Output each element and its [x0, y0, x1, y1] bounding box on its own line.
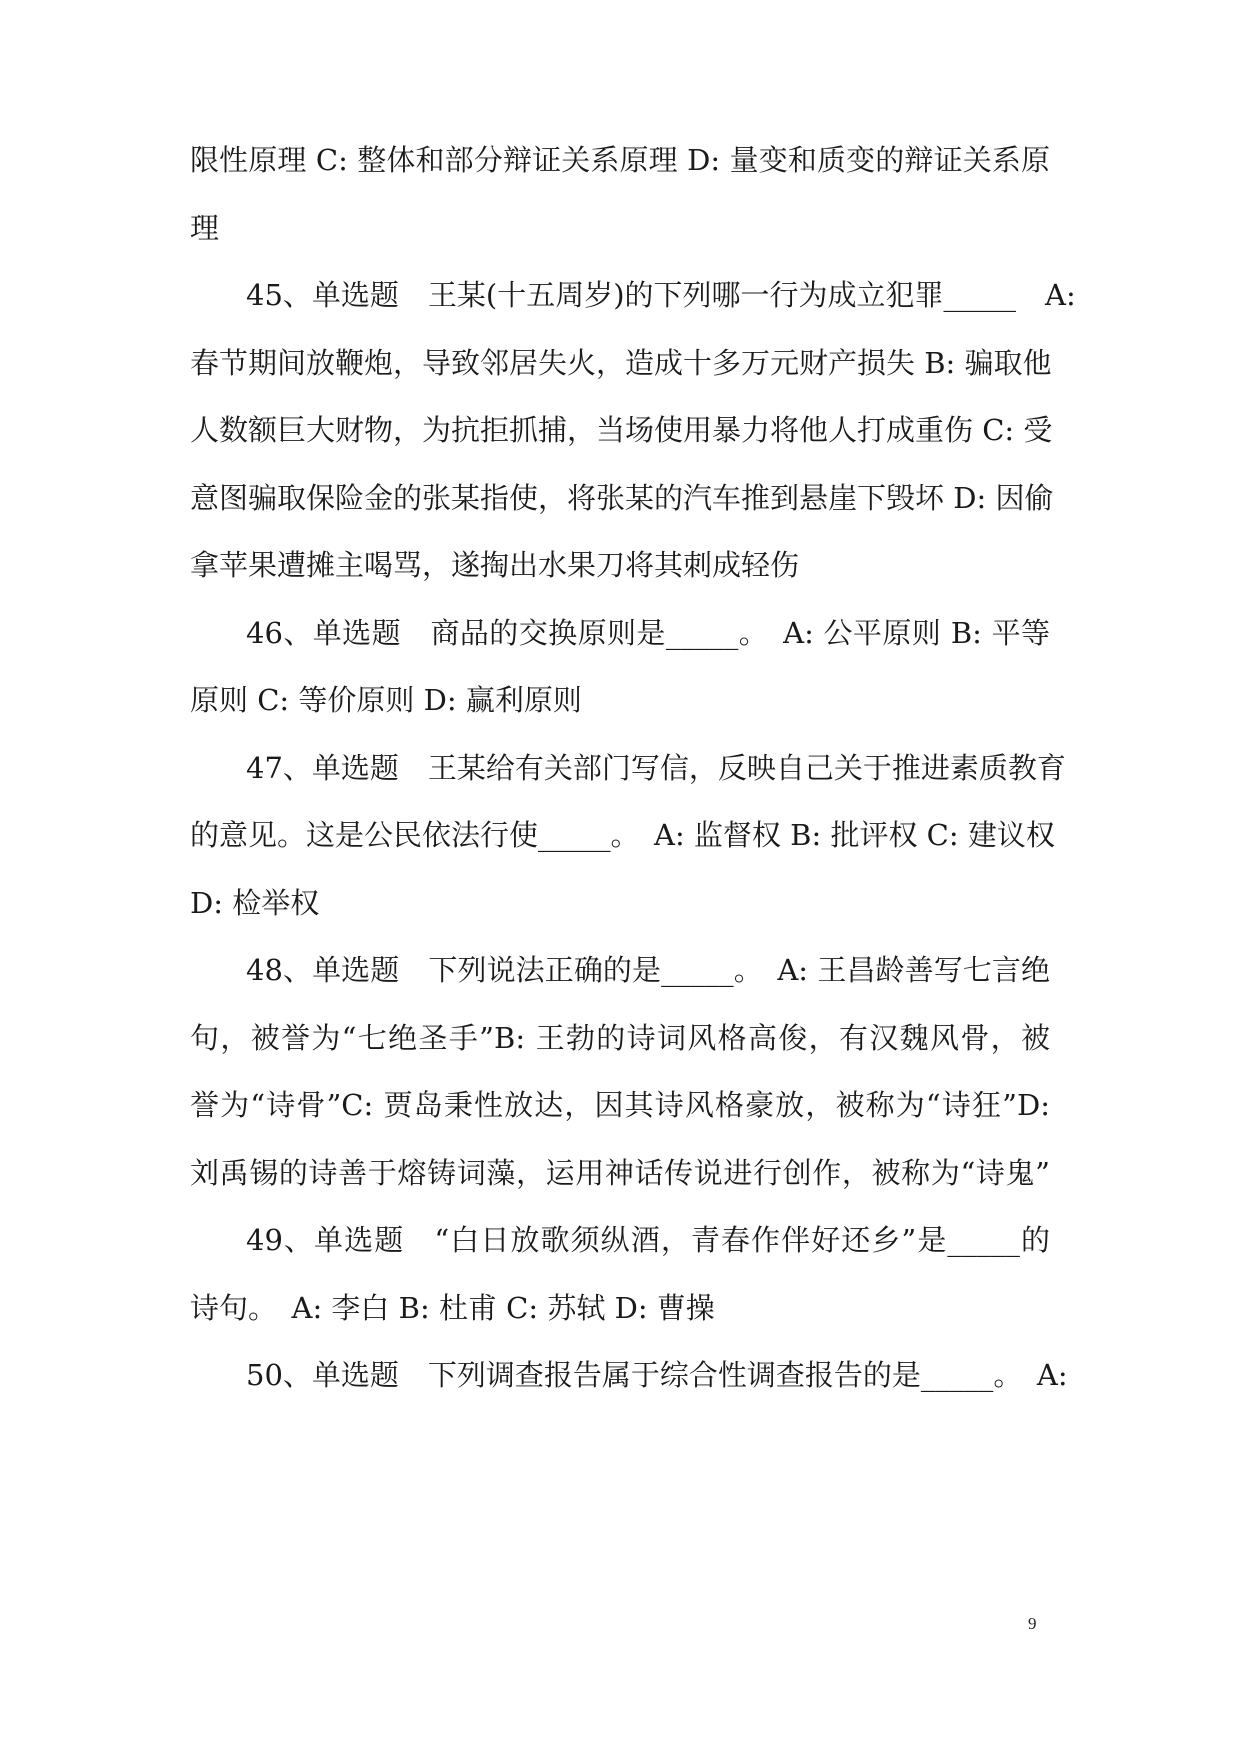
text-line: 理	[190, 211, 220, 245]
text-line: 意图骗取保险金的张某指使，将张某的汽车推到悬崖下毁坏 D: 因偷	[190, 481, 1054, 515]
text-line: 的意见。这是公民依法行使_____。 A: 监督权 B: 批评权 C: 建议权	[190, 818, 1055, 852]
question-49-line: 49、单选题 “白日放歌须纵酒，青春作伴好还乡”是_____的	[246, 1223, 1050, 1257]
text-line: 誉为“诗骨”C: 贾岛秉性放达，因其诗风格豪放，被称为“诗狂”D:	[190, 1088, 1050, 1122]
text-line: 原则 C: 等价原则 D: 赢利原则	[190, 683, 582, 717]
text-line: 句，被誉为“七绝圣手”B: 王勃的诗词风格高俊，有汉魏风骨，被	[190, 1021, 1050, 1055]
page-number: 9	[1028, 1614, 1037, 1633]
text-line: 拿苹果遭摊主喝骂，遂掏出水果刀将其刺成轻伤	[190, 548, 800, 582]
text-line: 春节期间放鞭炮，导致邻居失火，造成十多万元财产损失 B: 骗取他	[190, 346, 1052, 380]
text-line: 人数额巨大财物，为抗拒抓捕，当场使用暴力将他人打成重伤 C: 受	[190, 413, 1053, 447]
text-line: D: 检举权	[190, 886, 320, 920]
question-45-line: 45、单选题 王某(十五周岁)的下列哪一行为成立犯罪_____ A:	[246, 278, 1076, 312]
text-line: 刘禹锡的诗善于熔铸词藻，运用神话传说进行创作，被称为“诗鬼”	[190, 1156, 1050, 1190]
question-50-line: 50、单选题 下列调查报告属于综合性调查报告的是_____。 A:	[246, 1358, 1068, 1392]
question-47-line: 47、单选题 王某给有关部门写信，反映自己关于推进素质教育	[246, 751, 1066, 785]
text-line: 诗句。 A: 李白 B: 杜甫 C: 苏轼 D: 曹操	[190, 1291, 715, 1325]
question-46-line: 46、单选题 商品的交换原则是_____。 A: 公平原则 B: 平等	[246, 616, 1050, 650]
text-line: 限性原理 C: 整体和部分辩证关系原理 D: 量变和质变的辩证关系原	[190, 143, 1050, 177]
question-48-line: 48、单选题 下列说法正确的是_____。 A: 王昌龄善写七言绝	[246, 953, 1050, 987]
